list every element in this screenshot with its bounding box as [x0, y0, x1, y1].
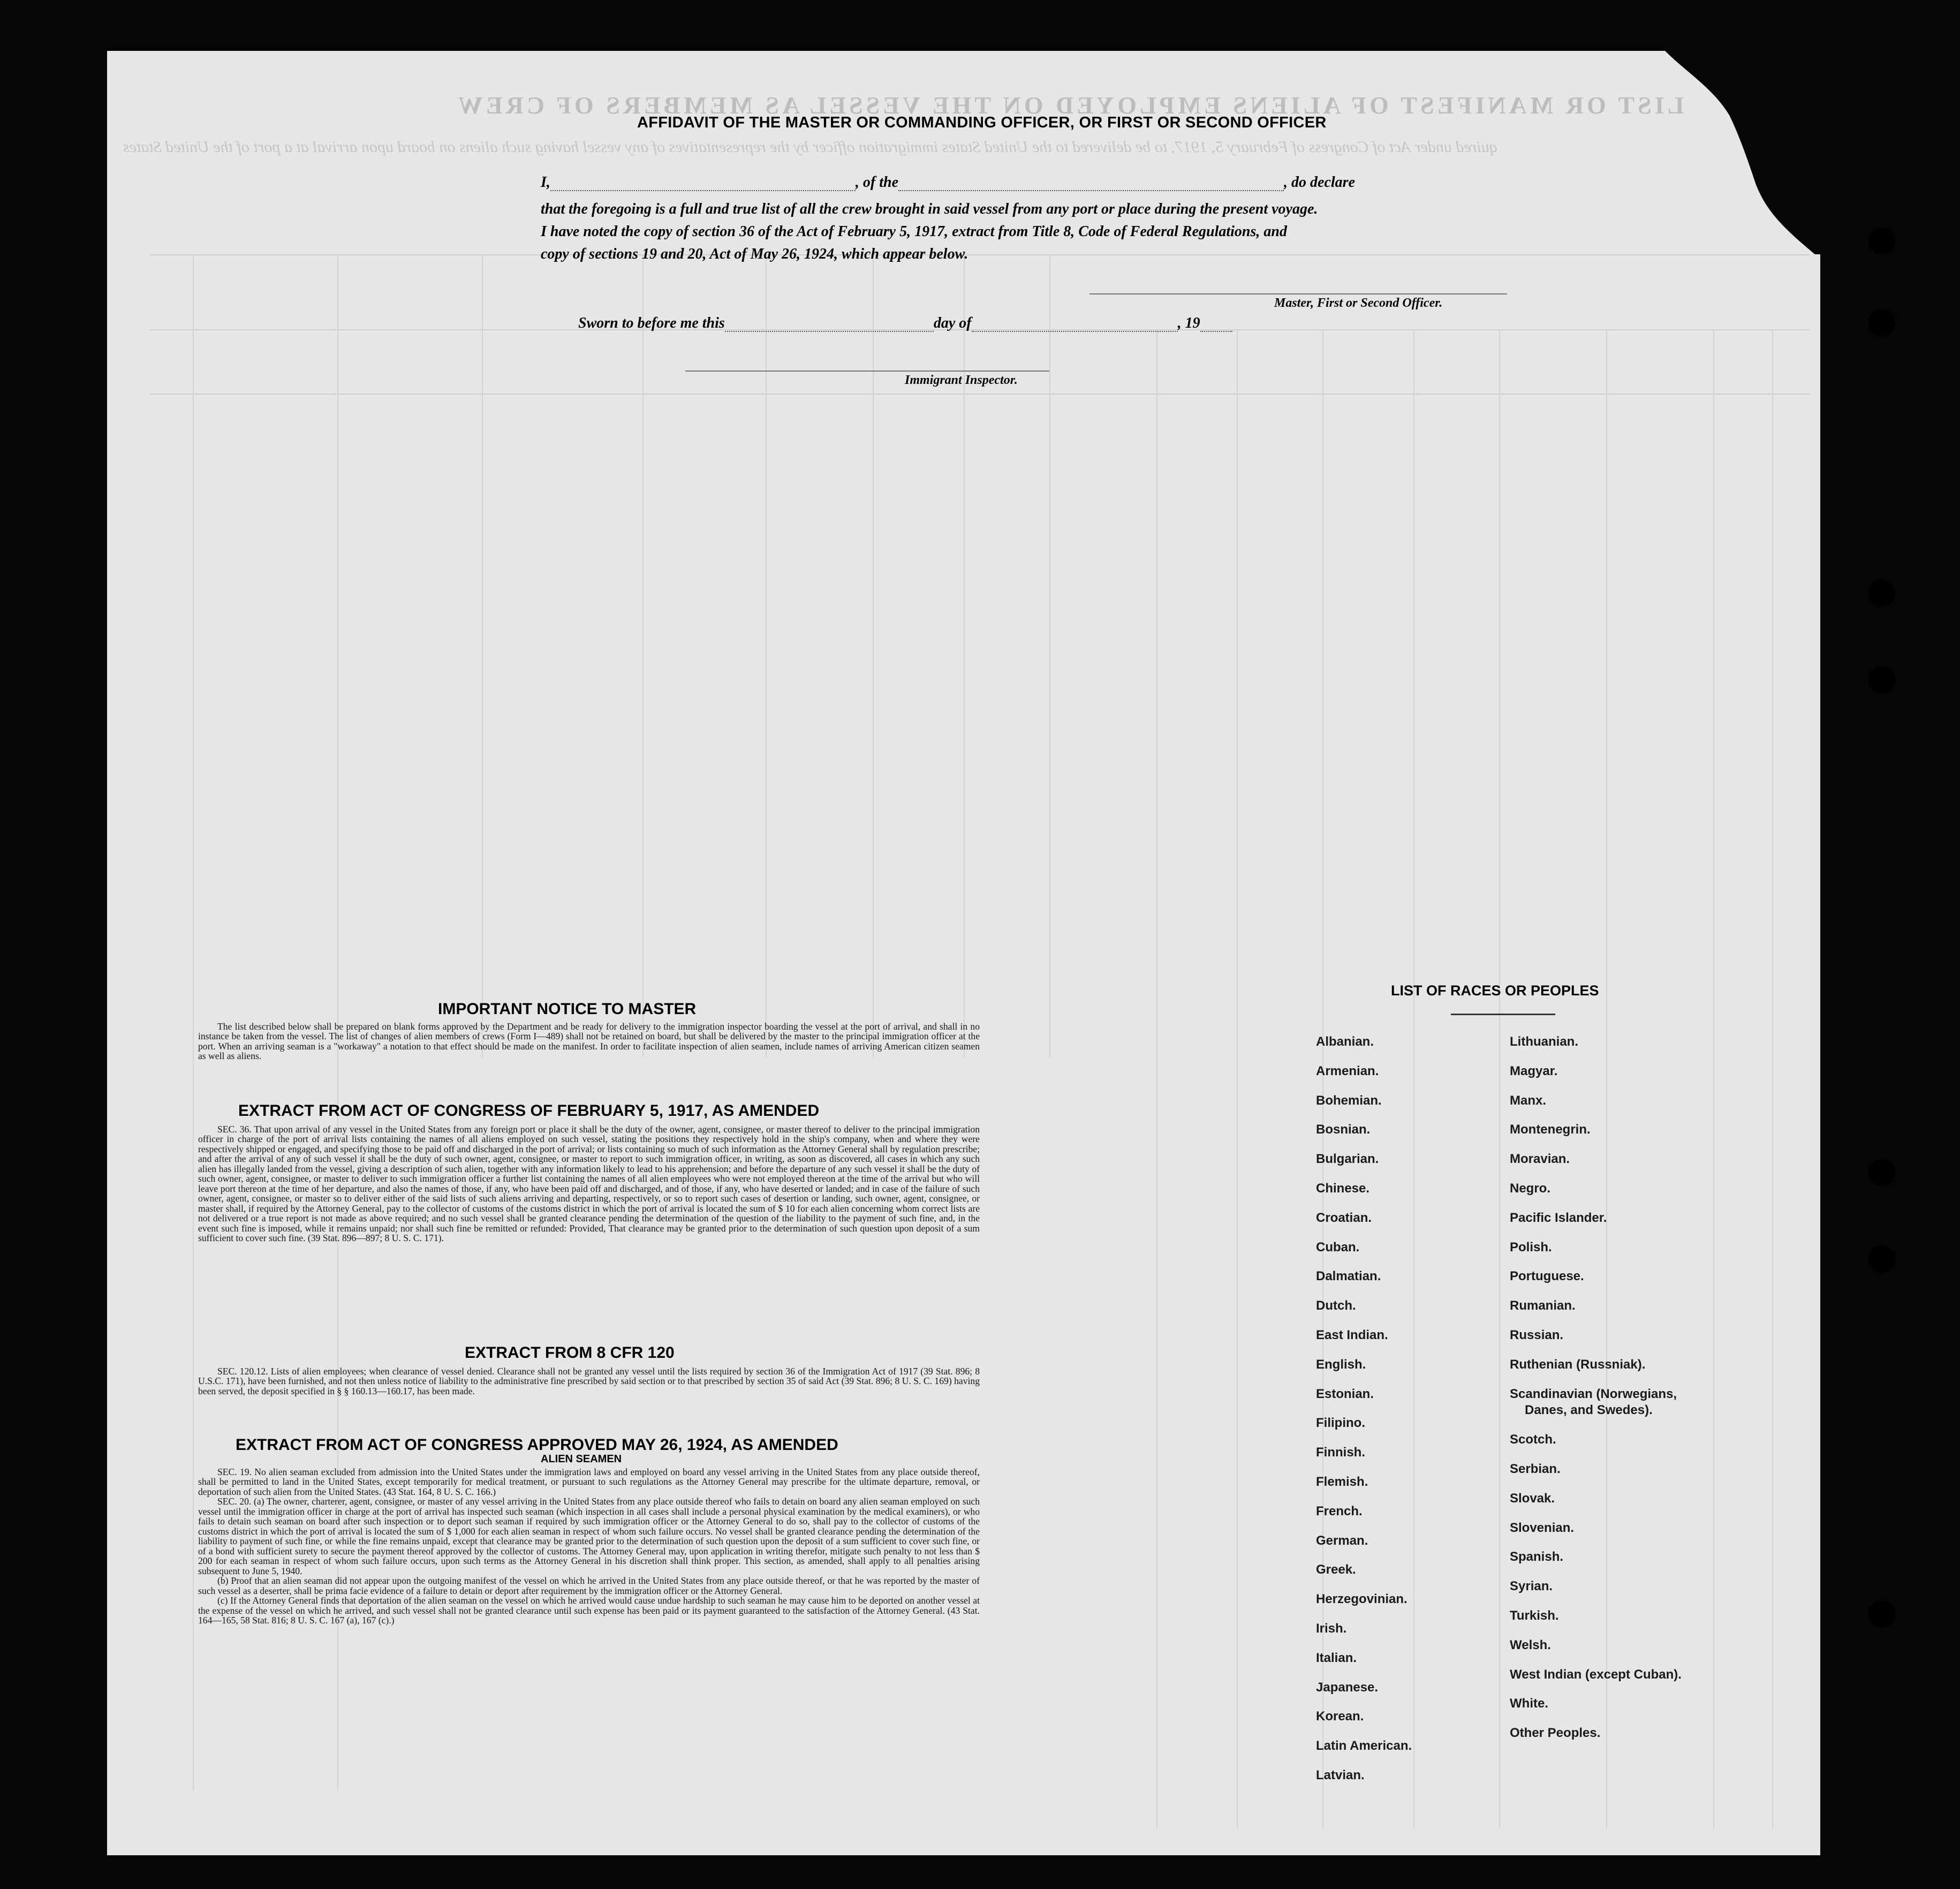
grid-column [873, 254, 874, 1057]
affidavit-line-1 [541, 174, 1355, 191]
affidavit-line-2: that the foregoing is a full and true list of all the crew brought in said vessel from any port or place during the present voyage. [541, 201, 1318, 217]
race-item: Manx. [1510, 1093, 1547, 1108]
race-item: Bohemian. [1316, 1093, 1382, 1108]
sec-120-paragraph: SEC. 120.12. Lists of alien employees; when clearance of vessel denied. Clearance shall not be granted any vessel until the lists required by section 36 of the Immigration Act of 1917 (39 Stat. 896; 8 U.S.C. 171), have been furnished, and not then unless notice of liability to the administrative fine prescribed by said section or to that prescribed by section 35 of said Act (39 Stat. 896; 8 U. S. C. 169) having been served, the deposit specified in § § 160.13—160.17, has been made. [198, 1366, 980, 1396]
extract-1917-text [198, 1124, 980, 1243]
race-item: Slovenian. [1510, 1521, 1575, 1535]
punch-hole [1868, 580, 1895, 607]
race-item: Portuguese. [1510, 1269, 1584, 1283]
race-item: Ruthenian (Russniak). [1510, 1357, 1646, 1372]
race-item: Flemish. [1316, 1475, 1368, 1489]
race-item: Finnish. [1316, 1445, 1365, 1460]
races-underline [1451, 1014, 1555, 1015]
grid-column [1049, 254, 1050, 1057]
grid-column [1156, 329, 1157, 1828]
inspector-label: Immigrant Inspector. [905, 373, 1018, 387]
sworn-day-of: day of [933, 315, 972, 331]
race-item: Latin American. [1316, 1739, 1412, 1753]
grid-line [150, 394, 1810, 395]
races-title: LIST OF RACES OR PEOPLES [1391, 983, 1599, 999]
sec-20b-paragraph: (b) Proof that an alien seaman did not appear upon the outgoing manifest of the vessel on which he arrived in the United States from any place outside thereof, or that he was reported by the master of such vessel as a deserter, shall be prima facie evidence of a failure to detain or deport after requirement by the immigration officer or the Attorney General. [198, 1575, 980, 1596]
race-item: German. [1316, 1533, 1368, 1548]
affidavit-title: AFFIDAVIT OF THE MASTER OR COMMANDING OFFICER, OR FIRST OR SECOND OFFICER [637, 114, 1327, 131]
background-manifest-subtitle: quired under Act of Congress of February 5, 1917, to be delivered to the United States immigration officer by the representatives of any vessel having such aliens on board upon arrival at a port of the United States [123, 138, 1497, 156]
race-item: Syrian. [1510, 1579, 1553, 1593]
race-item: Croatian. [1316, 1211, 1372, 1225]
race-item: Herzegovinian. [1316, 1592, 1407, 1606]
race-item: Scotch. [1510, 1432, 1556, 1447]
grid-column [1772, 329, 1773, 1828]
extract-1917-title: EXTRACT FROM ACT OF CONGRESS OF FEBRUARY 5, 1917, AS AMENDED [238, 1102, 820, 1120]
race-item: Montenegrin. [1510, 1122, 1591, 1137]
race-item: Bulgarian. [1316, 1152, 1379, 1166]
race-item: Dalmatian. [1316, 1269, 1381, 1283]
race-item: Italian. [1316, 1651, 1357, 1665]
race-item: Estonian. [1316, 1387, 1374, 1401]
race-item: Irish. [1316, 1621, 1347, 1636]
race-item: Russian. [1510, 1328, 1564, 1342]
inspector-signature-line[interactable] [685, 371, 1049, 372]
notice-title: IMPORTANT NOTICE TO MASTER [438, 1000, 697, 1018]
race-item: Bosnian. [1316, 1122, 1371, 1137]
race-item: Slovak. [1510, 1491, 1555, 1506]
torn-corner [1606, 51, 1831, 254]
vessel-name-field[interactable] [898, 179, 1284, 191]
race-item: White. [1510, 1696, 1548, 1711]
race-item: Cuban. [1316, 1240, 1360, 1255]
sworn-date-field[interactable] [725, 320, 934, 332]
affidavit-of-the: , of the [855, 174, 899, 191]
race-item: English. [1316, 1357, 1366, 1372]
punch-hole [1868, 1159, 1895, 1186]
race-item: Rumanian. [1510, 1298, 1576, 1313]
sworn-text: Sworn to before me this [578, 315, 725, 331]
race-item: Scandinavian (Norwegians, [1510, 1387, 1677, 1401]
race-item: Turkish. [1510, 1608, 1559, 1623]
sworn-line [578, 315, 1232, 332]
grid-column [1237, 329, 1238, 1828]
master-signature-label: Master, First or Second Officer. [1274, 296, 1443, 310]
notice-text [198, 1022, 980, 1061]
affidavit-i: I, [541, 174, 550, 191]
notice-paragraph: The list described below shall be prepared on blank forms approved by the Department and be ready for delivery to the immigration inspector boarding the vessel at the port of arrival, and shall in no instance be taken from the vessel. The list of changes of alien members of crews (Form I—489) shall not be retained on board, but shall be delivered by the master to the principal immigration officer at the port. When an arriving seaman is a "workaway" a notation to that effect should be made on the manifest. In order to facilitate inspection of alien seamen, include names of arriving American citizen seamen as well as aliens. [198, 1021, 980, 1062]
race-item: Serbian. [1510, 1462, 1561, 1476]
race-item: Korean. [1316, 1709, 1364, 1724]
sec-20a-paragraph: SEC. 20. (a) The owner, charterer, agent, consignee, or master of any vessel arriving in the United States from any place outside thereof who fails to detain on board any alien seaman employed on such vessel until the immigration officer in charge at the port of arrival has inspected such seaman (which inspection in all cases shall include a personal physical examination by the medical examiners), or who fails to detain such seaman on board after such inspection or to deport such seaman if required by such immigration officer or the Attorney General to do so, shall pay to the collector of customs of the customs district in which the port of arrival is located the sum of $ 1,000 for each alien seaman in respect of whom such failure occurs. No vessel shall be granted clearance pending the determination of the liability to payment of such fine, or while the fine remains unpaid, except that clearance may be granted prior to the determination of such question upon the deposit of a sum sufficient to cover such fine, or of a bond with sufficient surety to secure the payment thereof approved by the collector of customs. The Attorney General may, upon application in writing therefor, mitigate such penalty to not less than $ 200 for each seaman in respect of whom such failure occurs, upon such terms as the Attorney General in his discretion shall think proper. This section, as amended, shall apply to all penalties arising subsequent to June 5, 1940. [198, 1496, 980, 1576]
race-item: Chinese. [1316, 1181, 1370, 1196]
grid-column [642, 254, 644, 1057]
race-item: Albanian. [1316, 1034, 1374, 1049]
affidavit-line-4: copy of sections 19 and 20, Act of May 26, 1924, which appear below. [541, 246, 968, 262]
race-item: Lithuanian. [1510, 1034, 1578, 1049]
race-item: Welsh. [1510, 1638, 1551, 1652]
sworn-year-field[interactable] [1200, 320, 1232, 332]
grid-column [1606, 329, 1607, 1828]
race-item: Latvian. [1316, 1768, 1365, 1782]
sworn-month-field[interactable] [972, 320, 1178, 332]
punch-hole [1868, 667, 1895, 693]
sec-36-paragraph: SEC. 36. That upon arrival of any vessel in the United States from any foreign port or place it shall be the duty of the owner, agent, consignee, or master thereof to deliver to the principal immigration officer in charge of the port of arrival lists containing the names of all aliens employed on such vessel, stating the positions they respectively hold in the ship's company, when and where they were respectively shipped or engaged, and specifying those to be paid off and discharged in the port of arrival; or lists containing so much of such information as the Attorney General shall by regulation prescribe; and after the arrival of any of such vessel it shall be the duty of such owner, agent, consignee, or master to report to such immigration officer, in writing, as soon as discovered, all cases in which any such alien has illegally landed from the vessel, giving a description of such alien, together with any information likely to lead to his apprehension; and before the departure of any such vessel it shall be the duty of such owner, agent, consignee, or master to deliver to such immigration officer a further list containing the names of all alien employees who were not employed thereon at the time of the arrival but who will leave port thereon at the time of her departure, and also the names of those, if any, who have been paid off and discharged, and of those, if any, who have deserted or landed; and in case of the failure of such owner, agent, consignee, or master so to deliver either of the said lists of such aliens arriving and departing, respectively, or so to report such cases of desertion or landing, such owner, agent, consignee, or master shall, if required by the Attorney General, pay to the collector of customs of the customs district in which the port of arrival is located the sum of $ 10 for each alien concerning whom correct lists are not delivered or a true report is not made as above required; and no such vessel shall be granted clearance pending the determination of the question of the liability to the payment of such fine, and, in the event such fine is imposed, while it remains unpaid; nor shall such fine be remitted or refunded: Provided, That clearance may be granted prior to the determination of such question upon deposit of a sum sufficient to cover such fine. (39 Stat. 896—897; 8 U. S. C. 171). [198, 1124, 980, 1244]
alien-seamen-subtitle: ALIEN SEAMEN [541, 1453, 622, 1465]
race-item: East Indian. [1316, 1328, 1388, 1342]
affidavit-line-3: I have noted the copy of section 36 of the Act of February 5, 1917, extract from Title 8, Code of Federal Regulations, and [541, 223, 1287, 240]
grid-line [150, 254, 1810, 255]
cfr-title: EXTRACT FROM 8 CFR 120 [465, 1344, 675, 1362]
race-item: French. [1316, 1504, 1363, 1518]
race-item: Magyar. [1510, 1064, 1558, 1078]
signature-line[interactable] [1089, 293, 1507, 294]
grid-column [766, 254, 767, 1057]
grid-column [1713, 329, 1714, 1828]
extract-1924-text [198, 1467, 980, 1626]
sworn-year: , 19 [1177, 315, 1200, 331]
race-item: Polish. [1510, 1240, 1552, 1255]
race-item: Spanish. [1510, 1550, 1564, 1564]
background-manifest-title: LIST OR MANIFEST OF ALIENS EMPLOYED ON THE VESSEL AS MEMBERS OF CREW [455, 92, 1684, 119]
race-item: Pacific Islander. [1510, 1211, 1607, 1225]
punch-hole [1868, 309, 1895, 336]
sec-20c-paragraph: (c) If the Attorney General finds that deportation of the alien seaman on the vessel on which he arrived would cause undue hardship to such seaman he may cause him to be deported on another vessel at the expense of the vessel on which he arrived, and such vessel shall not be granted clearance until such expense has been paid or its payment guaranteed to the satisfaction of the Attorney General. (43 Stat. 164—165, 58 Stat. 816; 8 U. S. C. 167 (a), 167 (c).) [198, 1595, 980, 1626]
race-item: Armenian. [1316, 1064, 1379, 1078]
race-item: West Indian (except Cuban). [1510, 1667, 1682, 1682]
punch-hole [1868, 1601, 1895, 1628]
affidavit-declare: , do declare [1284, 174, 1355, 191]
extract-1924-title: EXTRACT FROM ACT OF CONGRESS APPROVED MAY 26, 1924, AS AMENDED [236, 1436, 838, 1454]
sec-19-paragraph: SEC. 19. No alien seaman excluded from admission into the United States under the immigration laws and employed on board any vessel arriving in the United States from any place outside thereof, shall be permitted to land in the United States, except temporarily for medical treatment, or pursuant to such regulations as the Attorney General may prescribe for the ultimate departure, removal, or deportation of such alien from the United States. (43 Stat. 164, 8 U. S. C. 166.) [198, 1467, 980, 1497]
race-item: Japanese. [1316, 1680, 1379, 1695]
race-item: Dutch. [1316, 1298, 1356, 1313]
grid-column [193, 254, 194, 1791]
master-name-field[interactable] [550, 179, 856, 191]
punch-hole [1868, 228, 1895, 254]
race-item: Danes, and Swedes). [1525, 1403, 1653, 1417]
grid-column [1413, 329, 1414, 1828]
race-item: Negro. [1510, 1181, 1551, 1196]
race-item: Moravian. [1510, 1152, 1570, 1166]
race-item: Greek. [1316, 1562, 1356, 1577]
race-item: Other Peoples. [1510, 1726, 1601, 1740]
grid-column [482, 254, 483, 1057]
grid-column [1499, 329, 1500, 1828]
race-item: Filipino. [1316, 1416, 1365, 1430]
punch-hole [1868, 1246, 1895, 1273]
cfr-text [198, 1366, 980, 1396]
